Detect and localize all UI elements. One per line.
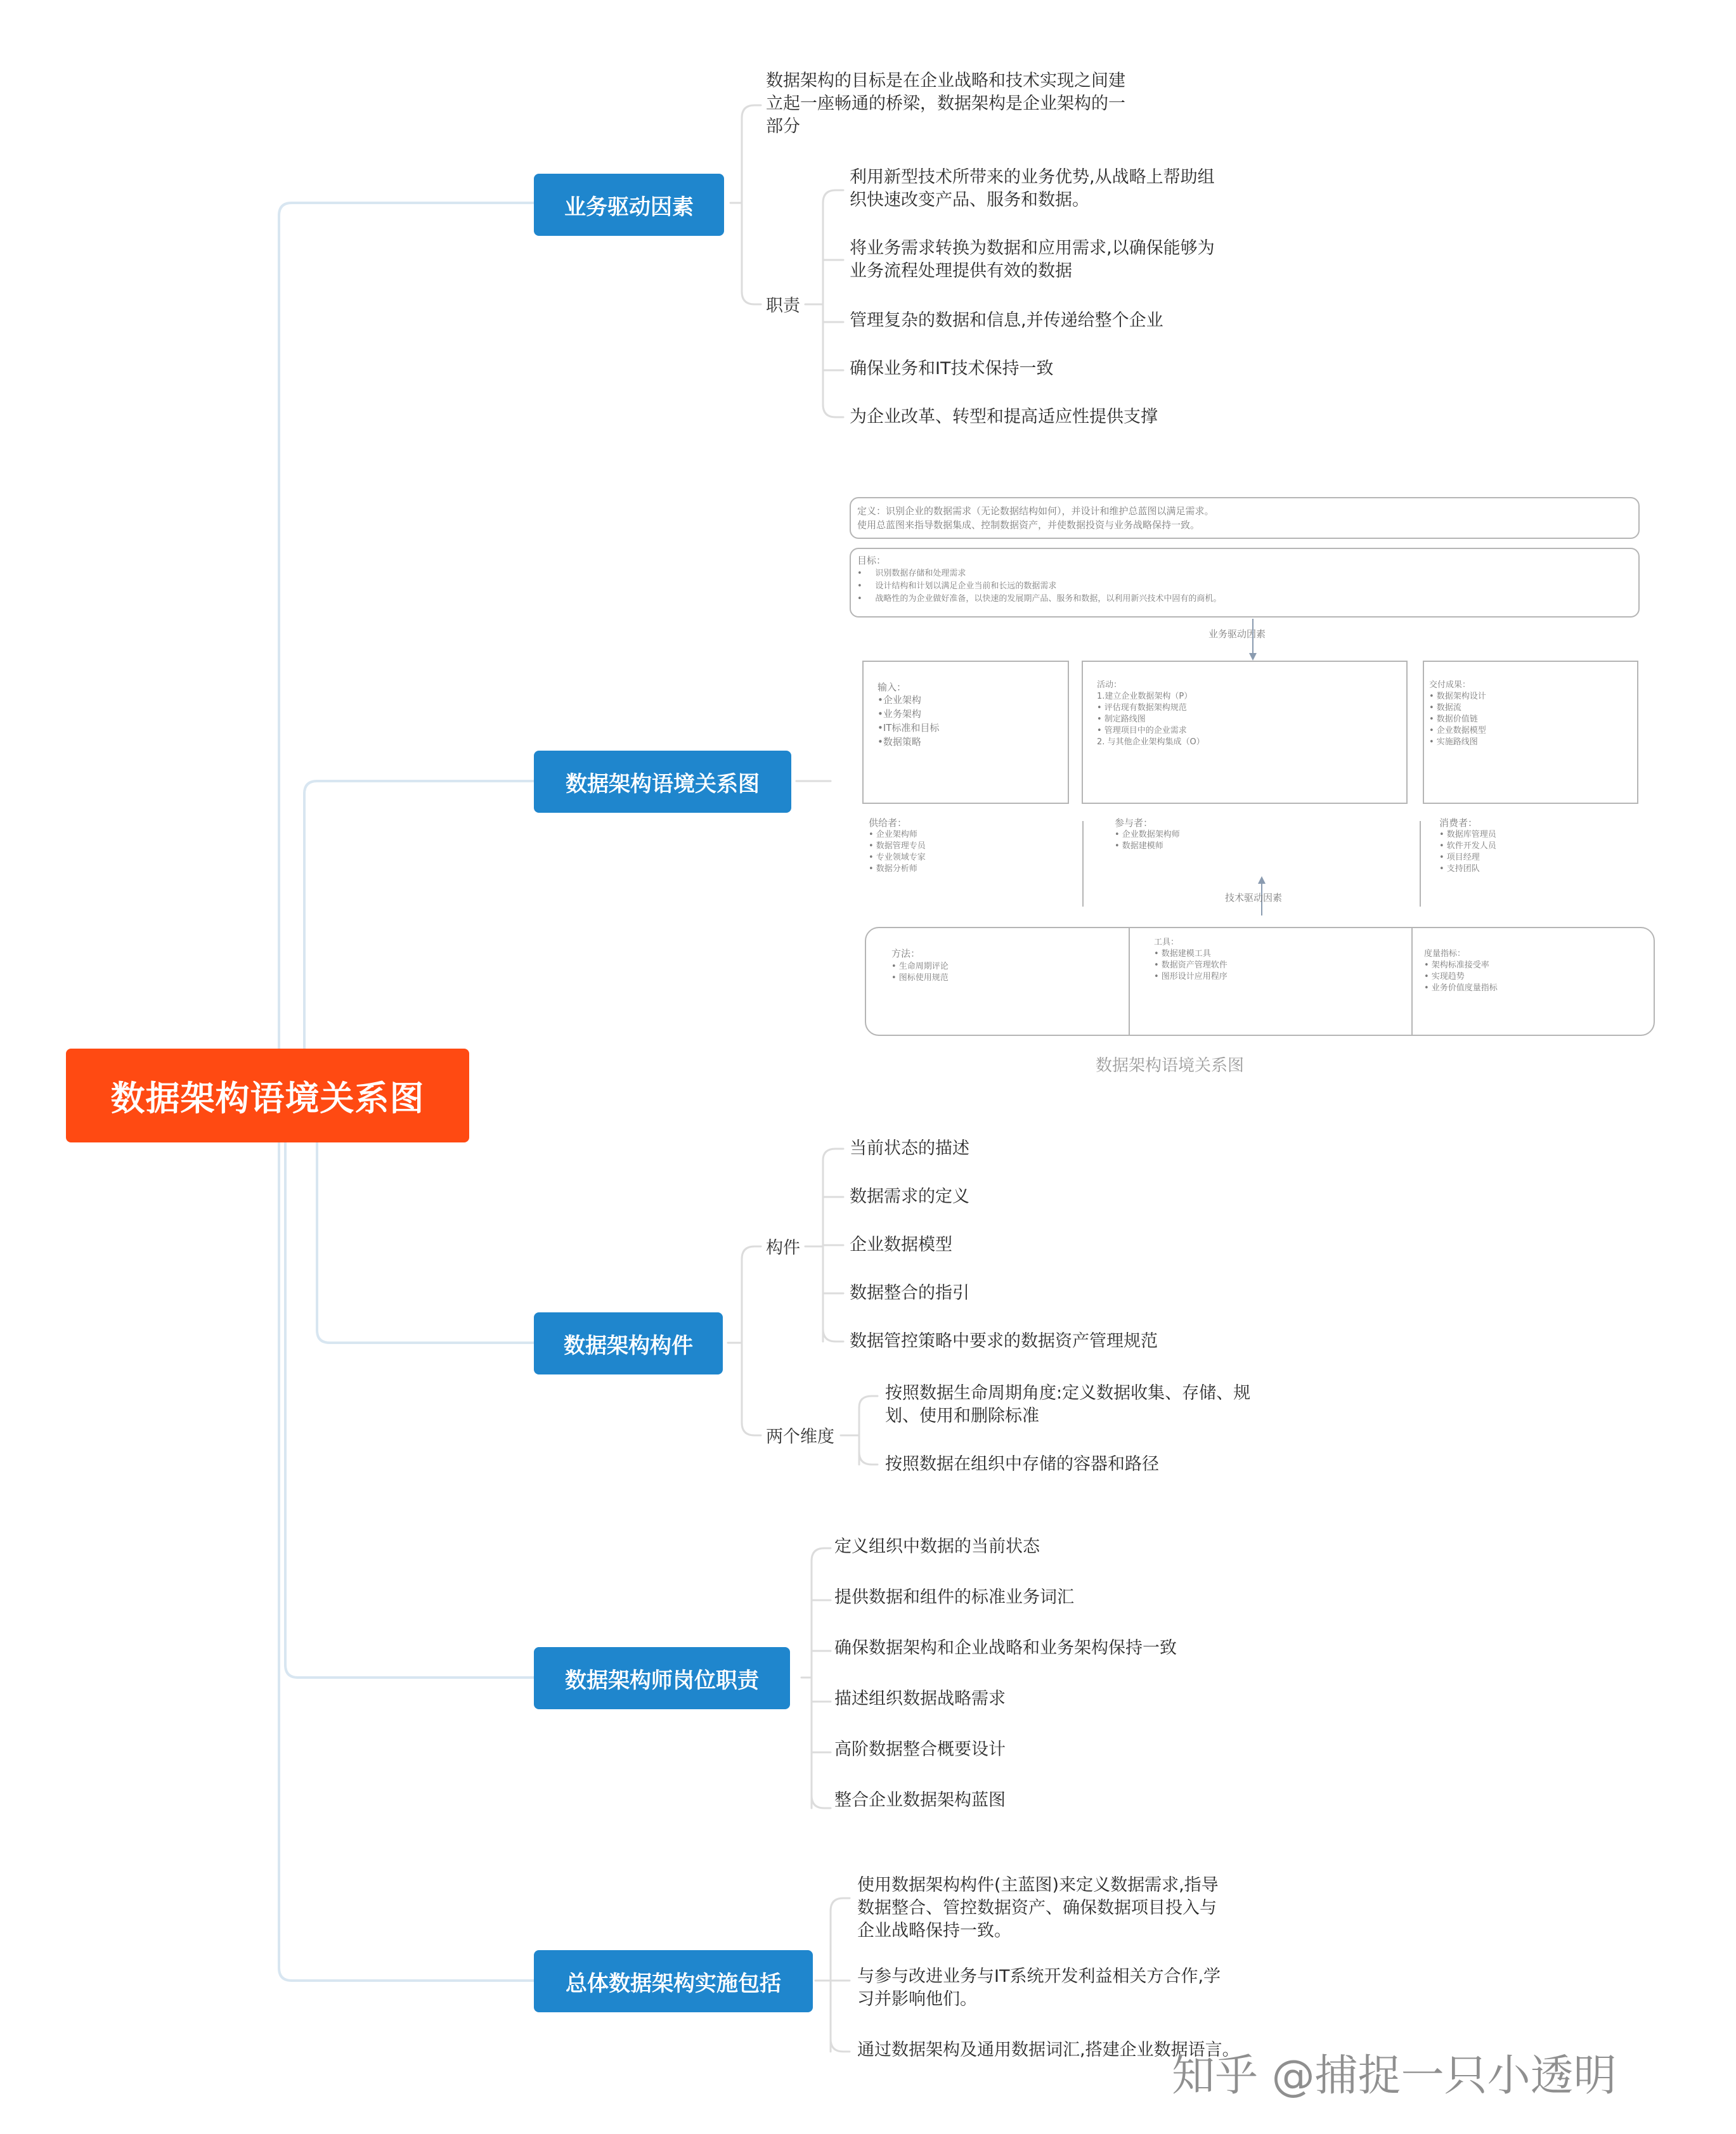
- architect-duty-item: 确保数据架构和企业战略和业务架构保持一致: [834, 1638, 1177, 1658]
- root-topic[interactable]: 数据架构语境关系图: [66, 1049, 469, 1142]
- implementation-item: 通过数据架构及通用数据词汇,搭建企业数据语言。: [857, 2040, 1240, 2060]
- figure-goal-item: • 设计结构和计划以满足企业当前和长远的数据需求: [857, 581, 1057, 591]
- architect-duty-item: 整合企业数据架构蓝图: [834, 1790, 1006, 1810]
- topic-architecture-artifacts[interactable]: 数据架构构件: [534, 1312, 723, 1374]
- architect-duty-item: 高阶数据整合概要设计: [834, 1740, 1006, 1759]
- topic-context-diagram[interactable]: 数据架构语境关系图: [534, 751, 791, 813]
- figure-tool-item: • 数据建模工具: [1154, 949, 1211, 959]
- component-item: 企业数据模型: [850, 1235, 952, 1255]
- figure-activity-item: • 制定路线图: [1097, 715, 1146, 724]
- figure-tool-item: • 数据资产管理软件: [1154, 960, 1228, 970]
- component-item: 数据需求的定义: [850, 1187, 969, 1206]
- figure-metric-item: • 业务价值度量指标: [1424, 983, 1498, 993]
- figure-definition-line: 使用总蓝图来指导数据集成、控制数据资产，并使数据投资与业务战略保持一致。: [857, 519, 1200, 531]
- figure-supplier-item: • 企业架构师: [869, 830, 917, 839]
- figure-inputs-title: 输入：: [878, 682, 907, 693]
- figure-metric-item: • 实现趋势: [1424, 972, 1465, 981]
- figure-business-driver-label: 业务驱动因素: [1208, 628, 1266, 640]
- architect-duty-item: 提供数据和组件的标准业务词汇: [834, 1588, 1074, 1607]
- duty-item: 管理复杂的数据和信息,并传递给整个企业: [850, 311, 1163, 330]
- figure-deliverable-item: • 企业数据模型: [1429, 726, 1486, 735]
- architect-duty-item: 定义组织中数据的当前状态: [834, 1537, 1040, 1556]
- duty-item: 为企业改革、转型和提高适应性提供支撑: [850, 407, 1158, 427]
- figure-suppliers-title: 供给者：: [869, 817, 907, 829]
- figure-tool-item: • 图形设计应用程序: [1154, 972, 1228, 981]
- architect-duty-item: 描述组织数据战略需求: [834, 1689, 1006, 1709]
- figure-consumer-item: • 数据库管理员: [1439, 830, 1496, 839]
- figure-method-item: • 图标使用规范: [891, 973, 949, 983]
- duty-item: 利用新型技术所带来的业务优势,从战略上帮助组 织快速改变产品、服务和数据。: [850, 167, 1215, 210]
- figure-deliverables-title: 交付成果：: [1429, 680, 1471, 690]
- figure-participant-item: • 企业数据架构师: [1115, 830, 1180, 839]
- component-item: 数据管控策略中要求的数据资产管理规范: [850, 1331, 1158, 1351]
- topic-business-drivers[interactable]: 业务驱动因素: [534, 174, 724, 236]
- figure-deliverable-item: • 数据流: [1429, 703, 1461, 713]
- figure-input-item: •数据策略: [878, 736, 921, 747]
- figure-metrics-title: 度量指标：: [1424, 949, 1466, 959]
- duty-item: 将业务需求转换为数据和应用需求,以确保能够为 业务流程处理提供有效的数据: [850, 238, 1215, 281]
- figure-metric-item: • 架构标准接受率: [1424, 960, 1489, 970]
- implementation-item: 与参与改进业务与IT系统开发利益相关方合作,学 习并影响他们。: [857, 1967, 1221, 2009]
- figure-consumer-item: • 软件开发人员: [1439, 841, 1496, 851]
- figure-activities-box: [1082, 661, 1408, 804]
- context-diagram-figure: [850, 495, 1661, 1078]
- figure-goal-item: • 战略性的为企业做好准备，以快速的发展期产品、服务和数据，以利用新兴技术中固有的商机。: [857, 594, 1222, 604]
- figure-supplier-item: • 数据分析师: [869, 864, 917, 874]
- figure-deliverable-item: • 实施路线图: [1429, 737, 1478, 747]
- topic-implementation[interactable]: 总体数据架构实施包括: [534, 1950, 813, 2012]
- figure-activity-item: 1.建立企业数据架构（P）: [1097, 692, 1193, 701]
- dimension-item: 按照数据在组织中存储的容器和路径: [885, 1454, 1159, 1474]
- figure-goal-item: • 识别数据存储和处理需求: [857, 569, 966, 578]
- figure-definition-line: 定义：识别企业的数据需求（无论数据结构如何），并设计和维护总蓝图以满足需求。: [857, 505, 1214, 517]
- figure-activity-item: • 管理项目中的企业需求: [1097, 726, 1187, 735]
- branch1-goal-text: 数据架构的目标是在企业战略和技术实现之间建 立起一座畅通的桥梁，数据架构是企业架构的一 部分: [766, 71, 1125, 136]
- figure-activities-title: 活动：: [1097, 680, 1122, 690]
- figure-supplier-item: • 专业领域专家: [869, 853, 926, 862]
- figure-input-item: •企业架构: [878, 694, 921, 706]
- figure-bottom-box: [865, 927, 1655, 1036]
- figure-supplier-item: • 数据管理专员: [869, 841, 926, 851]
- topic-architect-duties[interactable]: 数据架构师岗位职责: [534, 1647, 790, 1709]
- component-item: 当前状态的描述: [850, 1139, 969, 1158]
- figure-tech-driver-label: 技术驱动因素: [1225, 892, 1283, 903]
- figure-input-item: •IT标准和目标: [878, 722, 940, 734]
- figure-activity-item: 2. 与其他企业架构集成（O）: [1097, 737, 1205, 747]
- figure-tools-title: 工具：: [1154, 938, 1179, 947]
- figure-deliverable-item: • 数据架构设计: [1429, 692, 1486, 701]
- figure-deliverables-box: [1423, 661, 1638, 804]
- dimension-item: 按照数据生命周期角度:定义数据收集、存储、规 划、使用和删除标准: [885, 1383, 1251, 1426]
- figure-goals-title: 目标：: [857, 555, 886, 566]
- figure-deliverable-item: • 数据价值链: [1429, 715, 1478, 724]
- figure-consumers-title: 消费者：: [1439, 817, 1478, 829]
- watermark: 知乎 @捕捉一只小透明: [1172, 2051, 1617, 2101]
- figure-divider: [1129, 928, 1130, 1036]
- duty-item: 确保业务和IT技术保持一致: [850, 359, 1054, 378]
- figure-inputs-box: [862, 661, 1069, 804]
- figure-participant-item: • 数据建模师: [1115, 841, 1163, 851]
- dimensions-label: 两个维度: [766, 1427, 834, 1447]
- figure-methods-title: 方法：: [891, 948, 921, 959]
- component-item: 数据整合的指引: [850, 1283, 969, 1303]
- branch1-duty-label: 职责: [766, 296, 800, 316]
- figure-method-item: • 生命周期评论: [891, 962, 949, 971]
- figure-activity-item: • 评估现有数据架构规范: [1097, 703, 1187, 713]
- figure-input-item: •业务架构: [878, 708, 921, 720]
- figure-divider: [1411, 928, 1413, 1036]
- figure-consumer-item: • 项目经理: [1439, 853, 1480, 862]
- figure-consumer-item: • 支持团队: [1439, 864, 1480, 874]
- implementation-item: 使用数据架构构件(主蓝图)来定义数据需求,指导 数据整合、管控数据资产、确保数据项目投入与 企业战略保持一致。: [857, 1875, 1219, 1941]
- figure-participants-title: 参与者：: [1115, 817, 1153, 829]
- components-label: 构件: [766, 1238, 800, 1258]
- figure-caption: 数据架构语境关系图: [1096, 1056, 1245, 1075]
